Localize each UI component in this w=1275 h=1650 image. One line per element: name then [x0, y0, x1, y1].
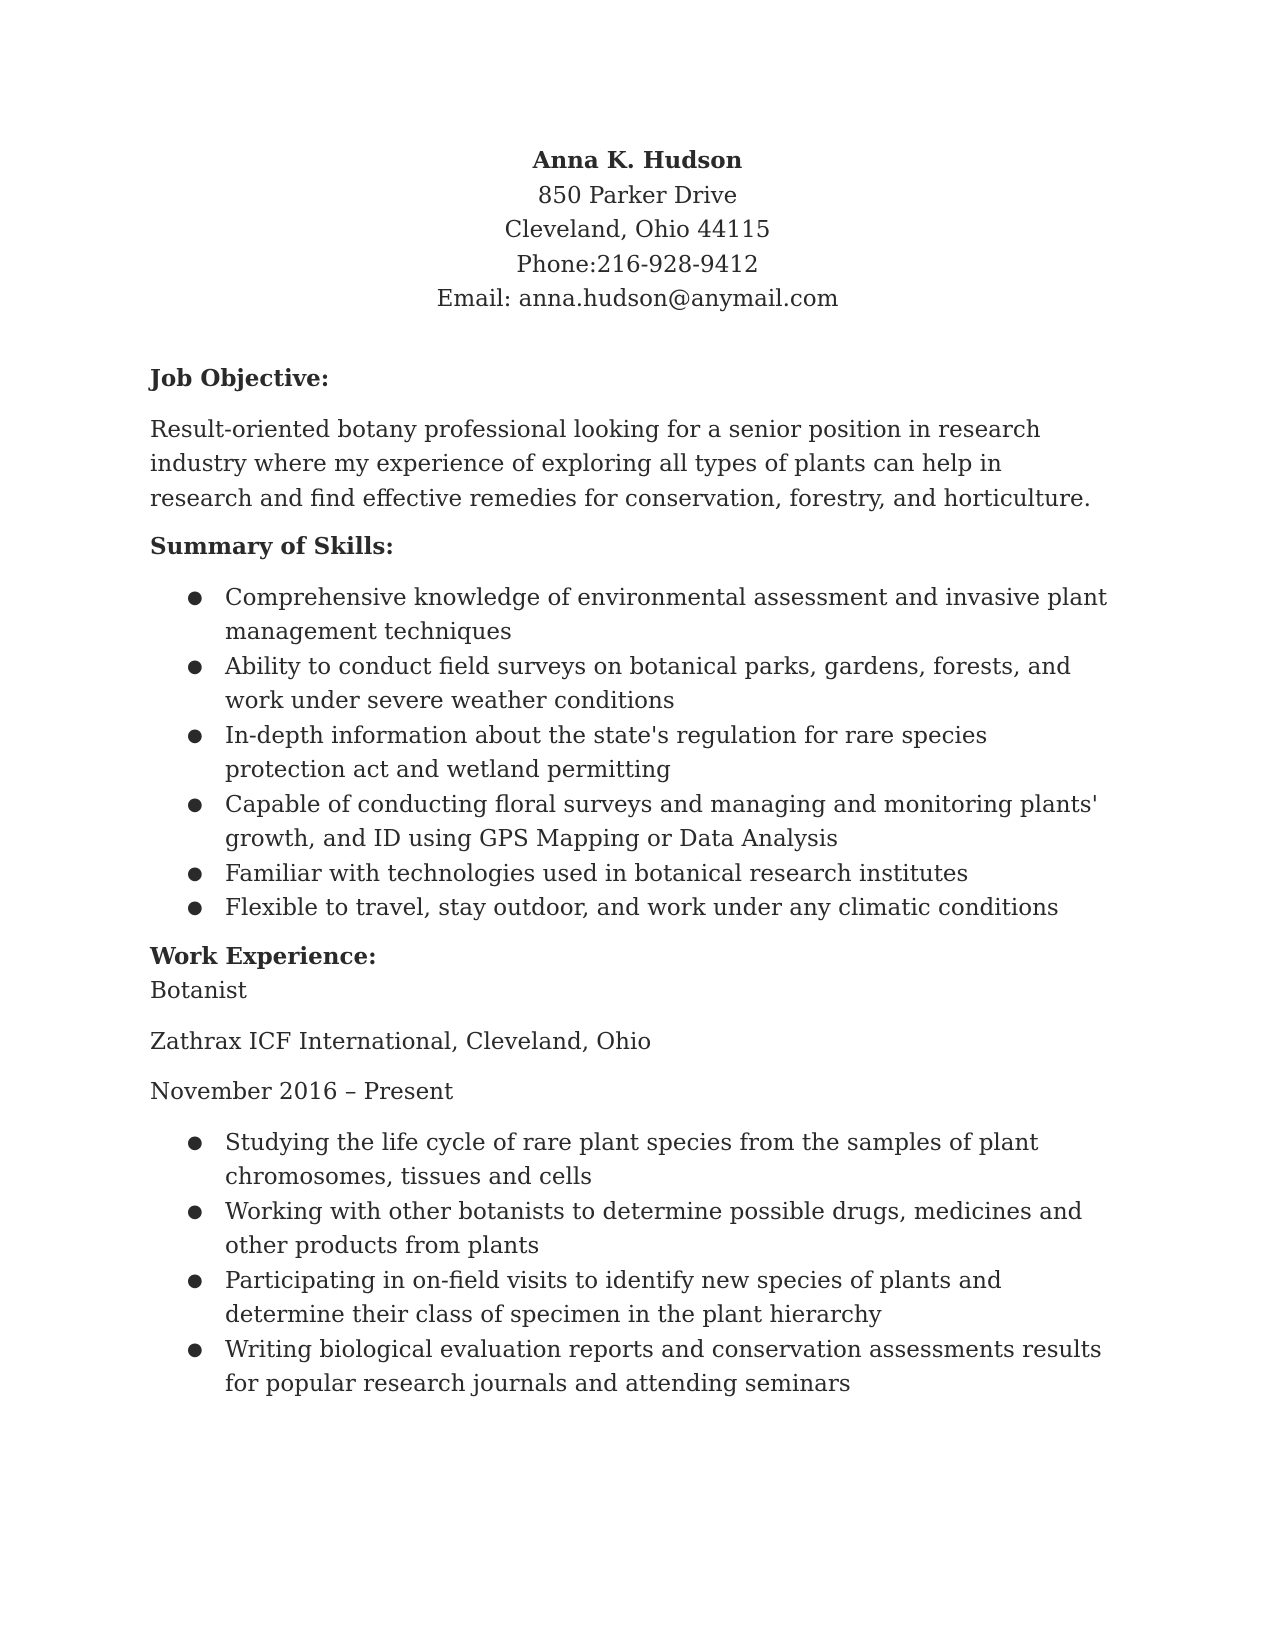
company-location: Zathrax ICF International, Cleveland, Ohio — [150, 1028, 652, 1055]
candidate-name: Anna K. Hudson — [532, 147, 743, 174]
duty-text: Working with other botanists to determine possible drugs, medicines and other products from plants — [225, 1198, 1083, 1259]
skill-text: In-depth information about the state's regulation for rare species protection act and wetland permitting — [225, 722, 988, 783]
skill-text: Familiar with technologies used in botanical research institutes — [225, 860, 969, 887]
objective-heading: Job Objective: — [150, 365, 330, 392]
list-item — [150, 1333, 1110, 1402]
duty-text: Studying the life cycle of rare plant species from the samples of plant chromosomes, tissues and cells — [225, 1129, 1039, 1190]
bullet-icon: ● — [187, 586, 203, 608]
duty-text: Writing biological evaluation reports and conservation assessments results for popular research journals and attending seminars — [225, 1336, 1102, 1397]
bullet-icon: ● — [187, 1200, 203, 1222]
experience-heading: Work Experience: — [150, 942, 377, 970]
skill-text: Comprehensive knowledge of environmental assessment and invasive plant management techniques — [225, 584, 1108, 645]
duty-text: Participating in on-field visits to identify new species of plants and determine their class of specimen in the plant hierarchy — [225, 1267, 1002, 1328]
list-item — [150, 891, 1110, 926]
bullet-icon: ● — [187, 655, 203, 677]
job-title: Botanist — [150, 978, 247, 1004]
bullet-icon: ● — [187, 897, 203, 918]
city-state-zip: Cleveland, Ohio 44115 — [504, 217, 771, 243]
skills-heading: Summary of Skills: — [150, 533, 394, 560]
list-item — [150, 788, 1110, 857]
street-address: 850 Parker Drive — [537, 182, 738, 209]
objective-text: Result-oriented botany professional looking for a senior position in research industry where my experience of exploring all types of plants can help in research and find effective remedies for conservation, forestry, and horticulture. — [150, 416, 1091, 512]
bullet-icon: ● — [187, 1131, 203, 1153]
skill-text: Flexible to travel, stay outdoor, and work under any climatic conditions — [225, 895, 1059, 921]
bullet-icon: ● — [187, 1269, 203, 1291]
resume-body — [150, 362, 1110, 1402]
bullet-icon: ● — [187, 1338, 203, 1360]
list-item — [150, 1264, 1110, 1333]
employment-dates: November 2016 – Present — [150, 1079, 454, 1105]
contact-header — [0, 144, 1275, 317]
list-item — [150, 1195, 1110, 1264]
list-item — [150, 650, 1110, 719]
skill-text: Capable of conducting floral surveys and managing and monitoring plants' growth, and ID using GPS Mapping or Data Analysis — [225, 791, 1098, 852]
bullet-icon: ● — [187, 862, 203, 884]
phone-number: Phone:216-928-9412 — [516, 251, 759, 278]
list-item — [150, 857, 1110, 892]
list-item — [150, 719, 1110, 788]
experience-list — [150, 1126, 1110, 1402]
skill-text: Ability to conduct field surveys on botanical parks, gardens, forests, and work under severe weather conditions — [225, 653, 1071, 714]
email-address: Email: anna.hudson@anymail.com — [436, 286, 839, 312]
bullet-icon: ● — [187, 724, 203, 746]
bullet-icon: ● — [187, 793, 203, 815]
list-item — [150, 1126, 1110, 1195]
skills-list — [150, 581, 1110, 926]
list-item — [150, 581, 1110, 650]
